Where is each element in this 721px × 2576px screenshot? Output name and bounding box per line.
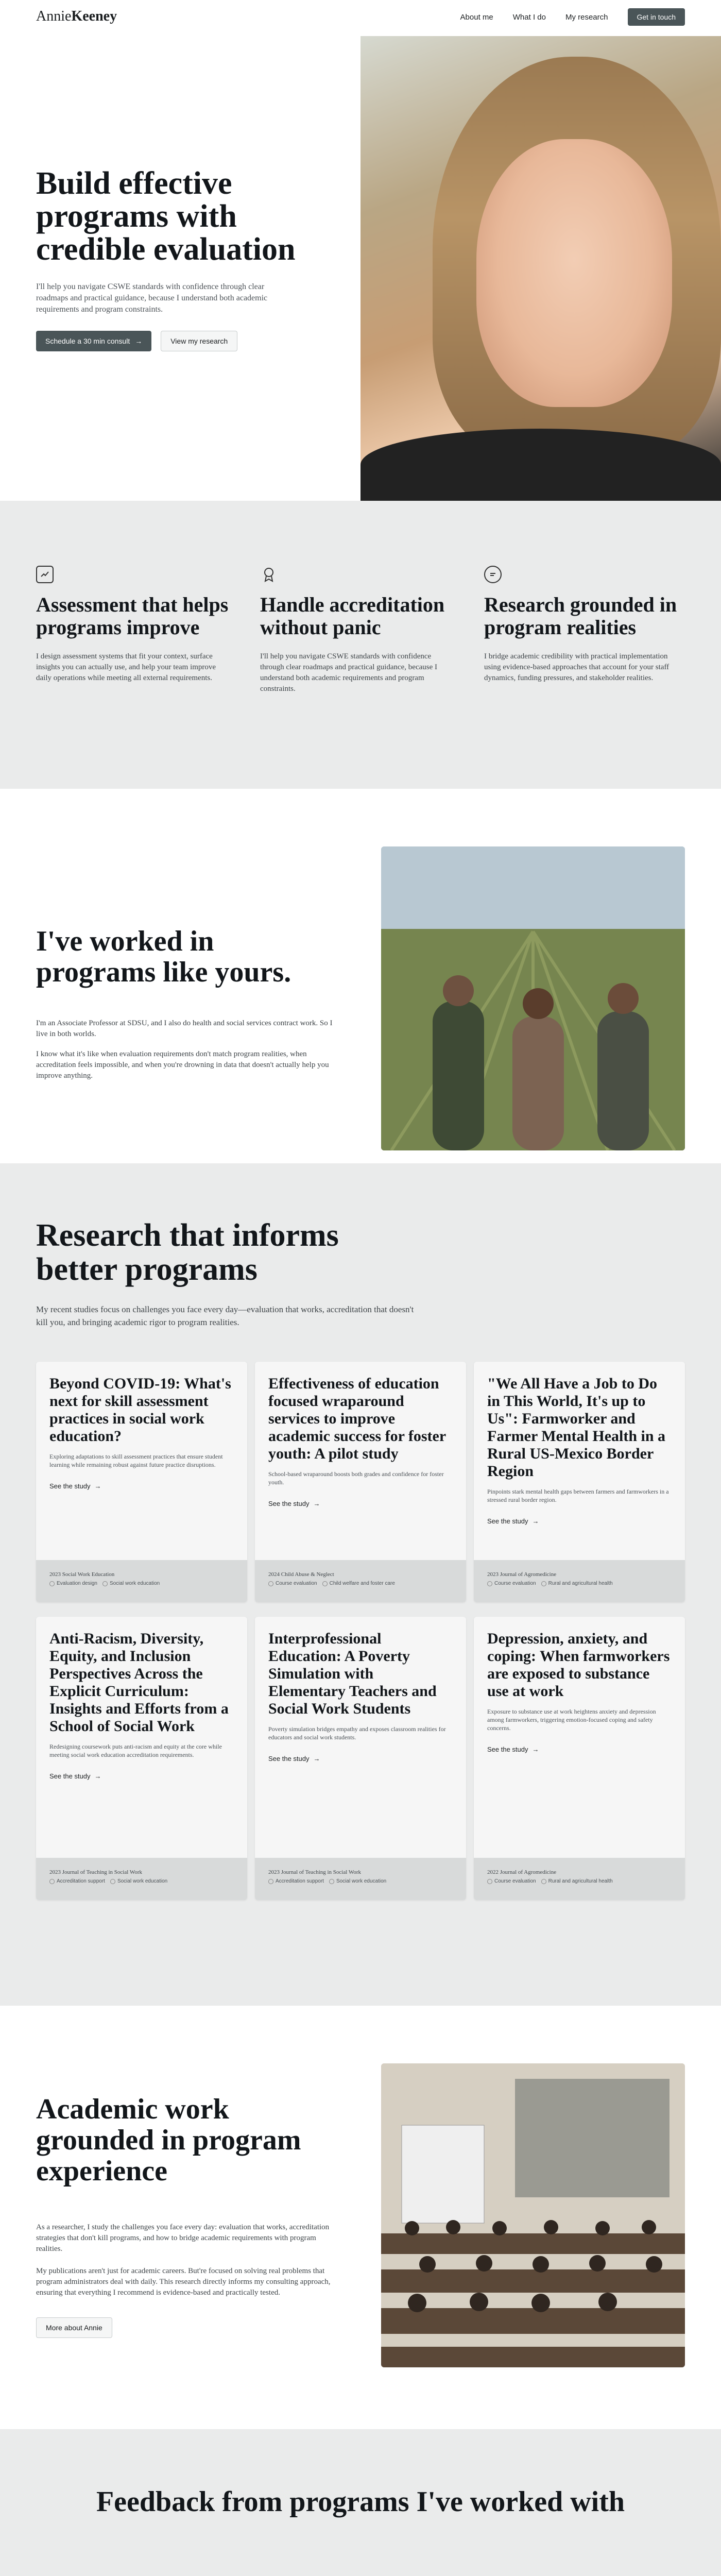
tag-label: Child welfare and foster care <box>329 1581 395 1586</box>
tag-icon <box>487 1879 492 1884</box>
study-meta: 2023 Journal of Teaching in Social Work <box>268 1869 362 1875</box>
academic-title: Academic work grounded in program experience <box>36 2093 301 2187</box>
see-study-link[interactable] <box>268 1500 453 1507</box>
schedule-consult-label: Schedule a 30 min consult <box>45 337 130 345</box>
worked-paragraph-1: I'm an Associate Professor at SDSU, and I also do health and social services contract work. So I live in both worlds. <box>36 1019 333 1038</box>
tag-label: Course evaluation <box>494 1581 536 1586</box>
study-footer <box>474 1560 685 1602</box>
research-subtitle: My recent studies focus on challenges you face every day—evaluation that works, accreditation that doesn't kill you, and bringing academic rigor to program realities. <box>36 1304 414 1327</box>
study-tag <box>322 1581 395 1586</box>
tag-icon <box>49 1581 55 1586</box>
main-nav <box>460 8 685 26</box>
tag-icon <box>102 1581 108 1586</box>
hero-section <box>0 0 721 501</box>
study-meta: 2024 Child Abuse & Neglect <box>268 1571 334 1578</box>
certificate-icon <box>260 566 278 583</box>
study-tag <box>487 1581 536 1586</box>
feature-title: Research grounded in program realities <box>484 593 677 639</box>
study-tag <box>268 1581 317 1586</box>
feature-desc: I'll help you navigate CSWE standards with confidence through clear roadmaps and practical guidance, because I understand both academic requirements and program constraints. <box>260 652 438 693</box>
feature-title: Assessment that helps programs improve <box>36 593 229 639</box>
nav-about[interactable]: About me <box>460 12 493 22</box>
study-tag <box>102 1581 160 1586</box>
study-footer <box>255 1560 466 1602</box>
study-card[interactable] <box>474 1362 685 1602</box>
see-study-label: See the study <box>49 1482 91 1490</box>
study-tag <box>329 1878 386 1884</box>
tag-label: Social work education <box>109 1581 160 1586</box>
study-tag <box>110 1878 167 1884</box>
academic-paragraph-2: My publications aren't just for academic careers. But're focused on solving real problems that program administrators deal with daily. This research directly informs my consulting approach, ensuring that everything I recommend is evidence-based and practically tested. <box>36 2267 331 2297</box>
study-tag <box>487 1878 536 1884</box>
study-desc: Redesigning coursework puts anti-racism and equity at the core while meeting social work education accreditation requirements. <box>49 1743 222 1758</box>
site-logo[interactable] <box>36 8 117 25</box>
chart-icon <box>36 566 54 583</box>
tag-label: Rural and agricultural health <box>548 1878 613 1884</box>
academic-section <box>0 2006 721 2429</box>
tag-label: Accreditation support <box>57 1878 105 1884</box>
study-meta: 2022 Journal of Agromedicine <box>487 1869 557 1875</box>
feature-card <box>484 566 685 684</box>
tag-icon <box>110 1879 115 1884</box>
research-section <box>0 1163 721 2006</box>
see-study-link[interactable] <box>487 1745 672 1753</box>
study-footer <box>36 1858 247 1900</box>
see-study-label: See the study <box>49 1772 91 1780</box>
study-desc: Exploring adaptations to skill assessment practices that ensure student learning while remaining robust against future practice disruptions. <box>49 1453 223 1468</box>
tag-icon <box>322 1581 328 1586</box>
research-title: Research that informs better programs <box>36 1218 339 1287</box>
feedback-title: Feedback from programs I've worked with <box>96 2486 625 2518</box>
feedback-section <box>0 2429 721 2576</box>
study-meta: 2023 Journal of Agromedicine <box>487 1571 557 1578</box>
study-card[interactable] <box>36 1362 247 1602</box>
arrow-right-icon: → <box>313 1500 320 1507</box>
see-study-label: See the study <box>268 1500 310 1507</box>
tag-label: Rural and agricultural health <box>548 1581 613 1586</box>
tag-icon <box>329 1879 334 1884</box>
arrow-right-icon: → <box>94 1772 101 1780</box>
farm-field-image <box>381 846 685 1150</box>
study-tag <box>268 1878 324 1884</box>
hero-subtitle: I'll help you navigate CSWE standards with confidence through clear roadmaps and practical guidance, because I understand both academic requirements and program constraints. <box>36 282 268 314</box>
study-card[interactable] <box>474 1617 685 1900</box>
study-desc: Pinpoints stark mental health gaps between farmers and farmworkers in a stressed rural border region. <box>487 1488 669 1503</box>
see-study-link[interactable] <box>49 1772 234 1780</box>
feature-card <box>260 566 461 694</box>
study-title: Beyond COVID-19: What's next for skill assessment practices in social work education? <box>49 1375 231 1445</box>
logo-first-name: Annie <box>36 8 72 24</box>
tag-label: Course evaluation <box>494 1878 536 1884</box>
worked-title: I've worked in programs like yours. <box>36 925 291 988</box>
feature-card <box>36 566 237 684</box>
hero-portrait-image <box>360 36 721 501</box>
hero-title: Build effective programs with credible evaluation <box>36 166 296 267</box>
worked-section <box>0 789 721 1163</box>
arrow-right-icon: → <box>94 1482 101 1490</box>
study-meta: 2023 Journal of Teaching in Social Work <box>49 1869 143 1875</box>
features-section <box>0 501 721 789</box>
study-title: Depression, anxiety, and coping: When farmworkers are exposed to substance use at work <box>487 1630 670 1700</box>
study-tag <box>541 1878 613 1884</box>
worked-paragraph-2: I know what it's like when evaluation requirements don't match program realities, when accreditation feels impossible, and when you're drowning in data that doesn't actually help you improve anything. <box>36 1050 329 1080</box>
tag-icon <box>541 1581 546 1586</box>
feature-desc: I design assessment systems that fit your context, surface insights you can actually use, and help your team improve daily operations while meeting all external requirements. <box>36 652 216 682</box>
tag-icon <box>49 1879 55 1884</box>
study-desc: Exposure to substance use at work heightens anxiety and depression among farmworkers, triggering emotion-focused coping and safety concerns. <box>487 1708 656 1732</box>
study-tag <box>49 1878 105 1884</box>
see-study-label: See the study <box>487 1517 528 1525</box>
see-study-link[interactable] <box>487 1517 672 1525</box>
schedule-consult-button[interactable] <box>36 331 151 351</box>
study-tag <box>49 1581 97 1586</box>
study-card[interactable] <box>36 1617 247 1900</box>
see-study-label: See the study <box>487 1745 528 1753</box>
feature-title: Handle accreditation without panic <box>260 593 445 639</box>
nav-research[interactable]: My research <box>565 12 608 22</box>
view-research-button[interactable]: View my research <box>161 331 237 351</box>
study-meta: 2023 Social Work Education <box>49 1571 115 1578</box>
academic-paragraph-1: As a researcher, I study the challenges you face every day: evaluation that works, accreditation strategies that don't kill programs, and how to bridge academic requirements with program realities. <box>36 2223 330 2253</box>
study-footer <box>474 1858 685 1900</box>
arrow-right-icon: → <box>313 1755 320 1762</box>
tag-label: Course evaluation <box>276 1581 317 1586</box>
tag-icon <box>268 1879 273 1884</box>
more-about-annie-button[interactable]: More about Annie <box>36 2317 112 2338</box>
study-desc: School-based wraparound boosts both grades and confidence for foster youth. <box>268 1470 444 1486</box>
tag-icon <box>487 1581 492 1586</box>
arrow-right-icon: → <box>532 1517 539 1525</box>
arrow-right-icon: → <box>532 1745 539 1753</box>
study-title: "We All Have a Job to Do in This World, It's up to Us": Farmworker and Farmer Mental Health in a Rural US-Mexico Border Region <box>487 1375 666 1480</box>
chat-icon <box>484 566 502 583</box>
tag-icon <box>268 1581 273 1586</box>
study-title: Interprofessional Education: A Poverty Simulation with Elementary Teachers and Social Work Students <box>268 1630 437 1717</box>
tag-icon <box>541 1879 546 1884</box>
study-tag <box>541 1581 613 1586</box>
study-card[interactable] <box>255 1617 466 1900</box>
study-title: Anti-Racism, Diversity, Equity, and Inclusion Perspectives Across the Explicit Curriculum: Insights and Efforts from a School of Social Work <box>49 1630 229 1735</box>
study-footer <box>36 1560 247 1602</box>
tag-label: Social work education <box>336 1878 387 1884</box>
site-header <box>0 0 721 36</box>
study-title: Effectiveness of education focused wraparound services to improve academic success for foster youth: A pilot study <box>268 1375 446 1462</box>
see-study-link[interactable] <box>49 1482 234 1490</box>
study-footer <box>255 1858 466 1900</box>
lecture-hall-image <box>381 2063 685 2367</box>
study-desc: Poverty simulation bridges empathy and exposes classroom realities for educators and social work students. <box>268 1725 446 1741</box>
tag-label: Accreditation support <box>276 1878 324 1884</box>
get-in-touch-button[interactable]: Get in touch <box>628 8 685 26</box>
hero-text <box>36 167 335 351</box>
feature-desc: I bridge academic credibility with practical implementation using evidence-based approaches that account for your staff dynamics, funding pressures, and stakeholder realities. <box>484 652 670 682</box>
arrow-right-icon: → <box>135 337 143 345</box>
nav-what-i-do[interactable]: What I do <box>512 12 546 22</box>
see-study-link[interactable] <box>268 1755 453 1762</box>
logo-last-name: Keeney <box>71 8 117 24</box>
study-card[interactable] <box>255 1362 466 1602</box>
tag-label: Social work education <box>117 1878 168 1884</box>
see-study-label: See the study <box>268 1755 310 1762</box>
tag-label: Evaluation design <box>57 1581 97 1586</box>
